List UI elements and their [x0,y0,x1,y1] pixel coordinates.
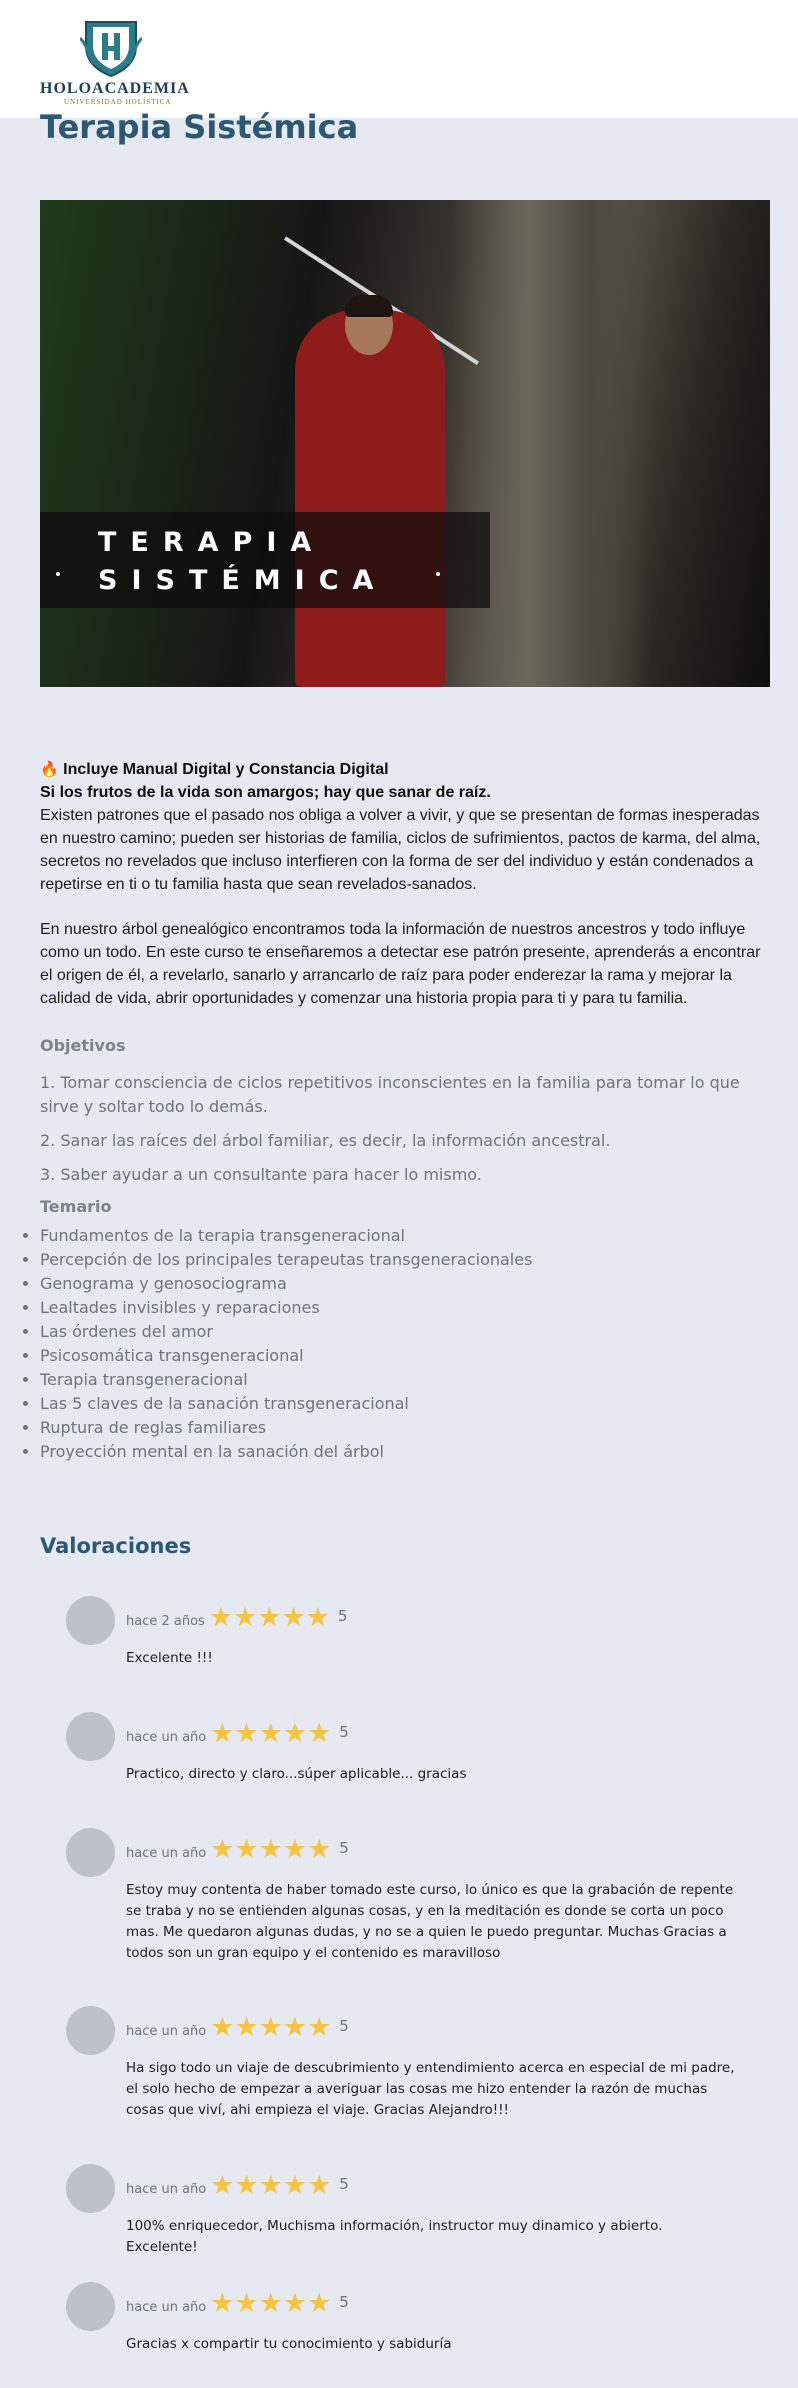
review-time: hace un año [126,2300,207,2315]
temario-item: • Genograma y genosociograma [40,1272,770,1296]
temario-list [40,1224,770,1464]
temario-heading: Temario [40,1197,112,1216]
avatar [66,1712,115,1761]
star-rating-icon: ★★★★★ [210,2170,332,2200]
temario-item: • Ruptura de reglas familiares [40,1416,770,1440]
review-score: 5 [339,2292,349,2311]
review-score: 5 [339,1838,349,1857]
objetivo-item: 2. Sanar las raíces del árbol familiar, es decir, la información ancestral. [40,1131,611,1150]
star-rating-icon: ★★★★★ [210,2012,332,2042]
star-rating-icon: ★★★★★ [210,2288,332,2318]
temario-item: • Psicosomática transgeneracional [40,1344,770,1368]
intro-paragraph-1: Existen patrones que el pasado nos obliga a volver a vivir, y que se presentan de formas inesperadas en nuestro camino; pueden ser historias de familia, ciclos de sufrimientos, pactos de karma, del alma, secretos no revelados que incluso interfieren con la forma de ser del individuo y están condenados a repetirse en ti o tu familia hasta que sean revelados-sanados. [40,807,761,893]
temario-item: • Terapia transgeneracional [40,1368,770,1392]
temario-item: • Las órdenes del amor [40,1320,770,1344]
page-title: Terapia Sistémica [40,108,359,146]
temario-item: • Percepción de los principales terapeutas transgeneracionales [40,1248,770,1272]
star-rating-icon: ★★★★★ [210,1718,332,1748]
hero-dot-right [436,572,440,576]
review-time: hace un año [126,2024,207,2039]
review-meta [126,2290,349,2317]
review-score: 5 [339,2016,349,2035]
review-time: hace un año [126,2182,207,2197]
hero-title-line2: SISTÉMICA [98,565,388,596]
review-score: 5 [339,1722,349,1741]
brand-subtitle: UNIVERSIDAD HOLÍSTICA [64,98,172,106]
samurai-hair [345,295,393,317]
temario-item: • Proyección mental en la sanación del árbol [40,1440,770,1464]
holoacademia-logo[interactable] [40,16,190,106]
fire-icon: 🔥 [40,761,59,778]
review-text: 100% enriquecedor, Muchisma información, instructor muy dinamico y abierto. Excelente! [126,2218,663,2255]
review-meta [126,1836,349,1863]
star-rating-icon: ★★★★★ [210,1834,332,1864]
samurai-figure [295,310,445,687]
brand-name: HOLOACADEMIA [40,80,190,97]
intro-paragraph-2: En nuestro árbol genealógico encontramos toda la información de nuestros ancestros y todo influye como un todo. En este curso te enseñaremos a detectar ese patrón presente, aprenderás a encontrar el origen de él, a revelarlo, sanarlo y arrancarlo de raíz para poder enderezar la rama y mejorar la calidad de vida, abrir oportunidades y comenzar una historia propia para ti y para tu familia. [40,921,761,1007]
review-time: hace un año [126,1846,207,1861]
hero-title-line1: TERAPIA [98,527,326,558]
temario-item: • Las 5 claves de la sanación transgeneracional [40,1392,770,1416]
hero-title [98,524,387,600]
temario-item: • Lealtades invisibles y reparaciones [40,1296,770,1320]
objetivos-heading: Objetivos [40,1036,126,1055]
course-hero-image [40,200,770,687]
course-description [40,758,770,1464]
star-rating-icon: ★★★★★ [208,1602,330,1632]
review-text: Practico, directo y claro...súper aplicable... gracias [126,1766,467,1782]
objetivo-item: 1. Tomar consciencia de ciclos repetitivos inconscientes en la familia para tomar lo que sirve y soltar todo lo demás. [40,1073,740,1116]
review-meta [126,2014,349,2041]
hero-dot-left [56,572,60,576]
highlight-text: Incluye Manual Digital y Constancia Digital [63,761,389,778]
review-score: 5 [339,2174,349,2193]
shield-logo-icon [80,16,142,78]
review-score: 5 [337,1606,348,1625]
review-text: Estoy muy contenta de haber tomado este curso, lo único es que la grabación de repente se traba y no se entienden algunas cosas, y en la meditación es donde se corta un poco mas. Me quedaron algunas dudas, y no se a quien le puedo preguntar. Muchas Gracias a todos son un gran equipo y el contenido es maravilloso [126,1882,734,1961]
avatar [66,1828,115,1877]
review-meta [126,2172,349,2199]
avatar [66,1596,115,1645]
review-text: Ha sigo todo un viaje de descubrimiento y entendimiento acerca en especial de mi padre, el solo hecho de empezar a averiguar las cosas me hizo entender la razón de muchas cosas que viví, ahi empieza el viaje. Gracias Alejandro!!! [126,2060,735,2118]
intro-subtitle: Si los frutos de la vida son amargos; hay que sanar de raíz. [40,784,491,801]
reviews-heading: Valoraciones [40,1534,192,1558]
review-text: Excelente !!! [126,1650,213,1666]
avatar [66,2006,115,2055]
review-time: hace 2 años [126,1614,205,1629]
tree-trunk [450,200,650,687]
objetivo-item: 3. Saber ayudar a un consultante para hacer lo mismo. [40,1165,482,1184]
temario-item: • Fundamentos de la terapia transgeneracional [40,1224,770,1248]
avatar [66,2282,115,2331]
review-time: hace un año [126,1730,207,1745]
objetivos-list [40,1071,770,1187]
highlight-line [40,758,770,781]
review-meta [126,1604,347,1631]
site-header [0,0,798,118]
review-text: Gracias x compartir tu conocimiento y sabiduría [126,2336,452,2352]
avatar [66,2164,115,2213]
review-meta [126,1720,349,1747]
